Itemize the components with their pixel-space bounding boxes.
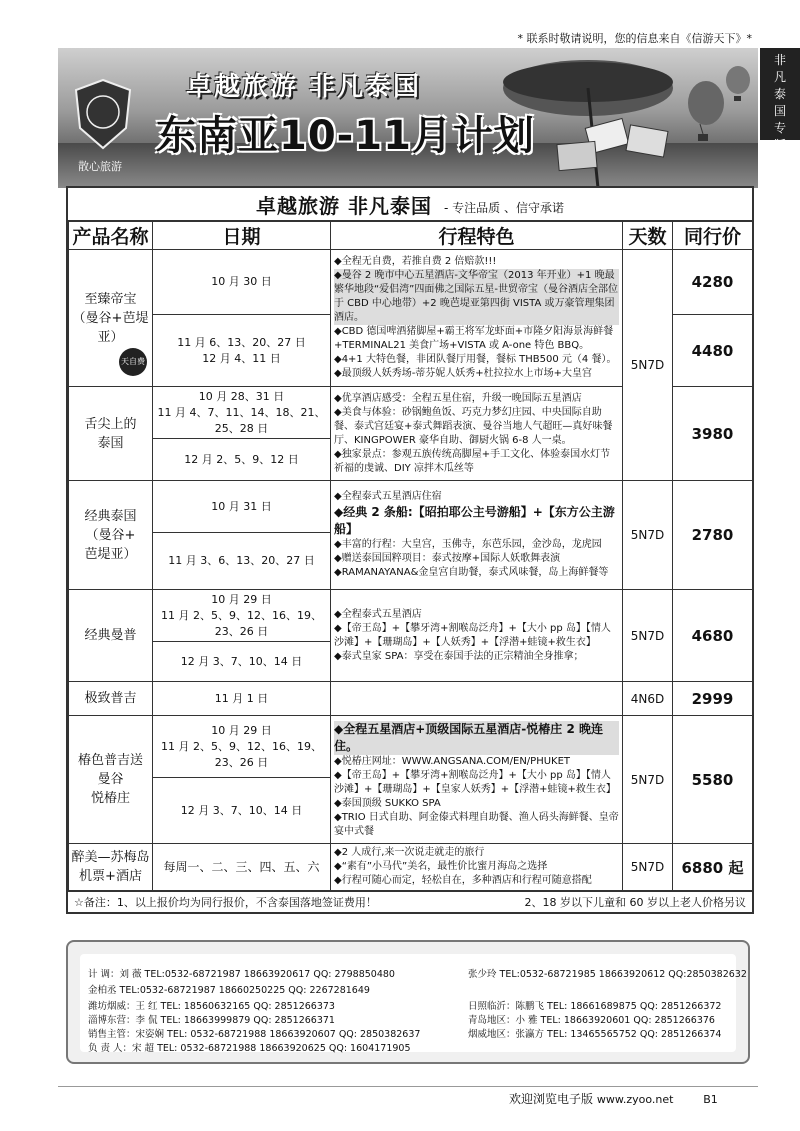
date-cell: 11 月 1 日 (153, 682, 331, 716)
product-name: 经典泰国 （曼谷+ 芭堤亚） (69, 481, 153, 590)
features-cell: ◆优享酒店感受：全程五星住宿，升级一晚国际五星酒店 ◆美食与体验：砂锅鲍鱼饭、巧克力梦幻庄园、中央国际自助餐、泰式宫廷宴+泰式舞蹈表演、曼谷当地人气超旺—真好味餐厅、KINGPOWER 豪华自助、御厨火锅 6-8 人一桌。 ◆独家景点：参观五族传统高脚屋+手工文化、体验泰国水灯节祈福的虔诚、DIY 凉拌木瓜丝等 (331, 387, 623, 481)
no-self-pay-badge: 天自费 (119, 348, 147, 376)
features-cell (331, 682, 623, 716)
price-cell: 6880 起 (673, 844, 753, 891)
panel-title-main: 卓越旅游 非凡泰国 (256, 193, 432, 218)
umbrella-balloon-illustration (498, 48, 758, 188)
contact-line: 销售主管：宋姿娴 TEL: 0532-68721988 18663920607 QQ: 2850382637 (88, 1029, 421, 1040)
table-row (69, 844, 753, 891)
date-cell: 12 月 3、7、10、14 日 (153, 642, 331, 682)
contact-line: 负 责 人：宋 超 TEL: 0532-68721988 18663920625 QQ: 1604171905 (88, 1043, 411, 1054)
company-logo (72, 78, 134, 150)
banner-slogan: 卓越旅游 非凡泰国 (186, 72, 422, 102)
contact-line: 日照临沂：陈鹏飞 TEL: 18661689875 QQ: 2851266372 (468, 1001, 722, 1012)
date-cell: 12 月 3、7、10、14 日 (153, 778, 331, 844)
banner-headline: 东南亚10-11月计划 (156, 113, 535, 159)
date-cell: 10 月 29 日 11 月 2、5、9、12、16、19、23、26 日 (153, 590, 331, 642)
footer-site: www.zyoo.net (596, 1093, 674, 1106)
features-cell: ◆全程泰式五星酒店住宿 ◆经典 2 条船:【昭拍耶公主号游船】+【东方公主游船】 ◆丰富的行程：大皇宫，玉佛寺，东芭乐园，金沙岛，龙虎园 ◆赠送泰国国粹项目：泰式按摩+国际人妖歌舞表演 ◆RAMANAYANA&金皇宫自助餐，泰式风味餐，岛上海鲜餐等 (331, 481, 623, 590)
features-cell: ◆全程泰式五星酒店 ◆【帝王岛】+【攀牙湾+割喉岛泛舟】+【大小 pp 岛】【情人沙滩】+【珊瑚岛】+【人妖秀】+【浮潜+蛙镜+救生衣】 ◆泰式皇家 SPA：享受在泰国手法的正宗精油全身推拿； (331, 590, 623, 682)
contact-box (66, 940, 750, 1064)
date-cell: 每周一、二、三、四、五、六 (153, 844, 331, 891)
days-cell: 5N7D (623, 844, 673, 891)
contact-line: 青岛地区：小 雅 TEL: 18663920601 QQ: 2851266376 (468, 1015, 715, 1026)
features-cell: ◆2 人成行,来一次说走就走的旅行 ◆“素有”小马代”美名，最性价比蜜月海岛之选择 ◆行程可随心而定，轻松自在，多种酒店和行程可随意搭配 (331, 844, 623, 891)
header-features: 行程特色 (331, 222, 623, 250)
date-cell: 11 月 6、13、20、27 日 12 月 4、11 日 (153, 315, 331, 387)
date-cell: 10 月 31 日 (153, 481, 331, 533)
itinerary-panel (66, 186, 754, 914)
price-cell: 4480 (673, 315, 753, 387)
days-cell: 5N7D (623, 250, 673, 481)
product-name: 极致普吉 (69, 682, 153, 716)
contact-line: 淄博东营：李 侃 TEL: 18663999879 QQ: 2851266371 (88, 1015, 335, 1026)
header-price: 同行价 (673, 222, 753, 250)
panel-title-sub: - 专注品质 、信守承诺 (444, 200, 564, 215)
top-note: * 联系时敬请说明，您的信息来自《信游天下》* (517, 32, 752, 45)
product-name: 椿色普吉送 曼谷 悦椿庄 (69, 716, 153, 844)
product-name: 舌尖上的 泰国 (69, 387, 153, 481)
price-cell: 4680 (673, 590, 753, 682)
remark-right: 2、18 岁以下儿童和 60 岁以上老人价格另议 (524, 896, 746, 909)
features-cell: ◆全程无自费，若推自费 2 倍赔款!!! ◆曼谷 2 晚市中心五星酒店-文华帝宝（2013 年开业）+1 晚最繁华地段“爱侣湾”四面佛之国际五星-世贸帝宝（曼谷酒店全部位于 CBD 中心地带）+2 晚芭堤亚第四街 VISTA 或万豪管理集团酒店。 ◆CBD 德国啤酒猪脚屋+霸王将军龙虾面+市隆夕阳海景海鲜餐+TERMINAL21 美食广场+VISTA 或 A-one 特色 BBQ。 ◆4+1 大特色餐，非团队餐厅用餐，餐标 THB500 元（4 餐）。 ◆最顶级人妖秀场-蒂芬妮人妖秀+杜拉拉水上市场+大皇宫 (331, 250, 623, 387)
remarks (68, 891, 752, 912)
remark-left: ☆备注：1、以上报价均为同行报价，不含泰国落地签证费用！ (74, 896, 377, 909)
date-cell: 10 月 29 日 11 月 2、5、9、12、16、19、23、26 日 (153, 716, 331, 778)
banner (58, 48, 758, 188)
price-cell: 2780 (673, 481, 753, 590)
header-days: 天数 (623, 222, 673, 250)
side-tab: 非 凡 泰 国 专 版 (760, 48, 800, 140)
table-row (69, 716, 753, 778)
product-name: 醉美—苏梅岛 机票+酒店 (69, 844, 153, 891)
product-name: 经典曼普 (69, 590, 153, 682)
contact-line: 潍坊烟威：王 红 TEL: 18560632165 QQ: 2851266373 (88, 1001, 335, 1012)
footer-text: 欢迎浏览电子版 (509, 1092, 594, 1106)
contact-line: 计 调：刘 薇 TEL:0532-68721987 18663920617 QQ: 2798850480 (88, 969, 395, 980)
itinerary-table (68, 221, 753, 891)
table-row (69, 250, 753, 315)
price-cell: 5580 (673, 716, 753, 844)
contact-line: 张少玲 TEL:0532-68721985 18663920612 QQ:2850382632 (468, 969, 747, 980)
features-cell: ◆全程五星酒店+顶级国际五星酒店-悦椿庄 2 晚连住。 ◆悦椿庄网址：WWW.ANGSANA.COM/EN/PHUKET ◆【帝王岛】+【攀牙湾+割喉岛泛舟】+【大小 pp 岛】【情人沙滩】+【珊瑚岛】+【皇家人妖秀】+【浮潜+蛙镜+救生衣】 ◆泰国顶级 SUKKO SPA ◆TRIO 日式自助、阿金傣式料理自助餐、渔人码头海鲜餐、皇帝宴中式餐 (331, 716, 623, 844)
header-date: 日期 (153, 222, 331, 250)
panel-title (68, 188, 752, 221)
contact-line: 金柏丞 TEL:0532-68721987 18660250225 QQ: 2267281649 (88, 985, 370, 996)
date-cell: 10 月 30 日 (153, 250, 331, 315)
contact-line: 烟威地区：张瀛方 TEL: 13465565752 QQ: 2851266374 (468, 1029, 722, 1040)
product-name: 至臻帝宝 （曼谷+芭堤亚） 天自费 (69, 250, 153, 387)
table-header-row (69, 222, 753, 250)
table-row (69, 682, 753, 716)
page-number: B1 (703, 1093, 718, 1106)
days-cell: 4N6D (623, 682, 673, 716)
date-cell: 11 月 3、6、13、20、27 日 (153, 533, 331, 590)
logo-text: 散心旅游 (78, 160, 122, 173)
price-cell: 3980 (673, 387, 753, 481)
header-product: 产品名称 (69, 222, 153, 250)
footer-divider (58, 1086, 758, 1087)
days-cell: 5N7D (623, 590, 673, 682)
footer (509, 1090, 718, 1107)
date-cell: 12 月 2、5、9、12 日 (153, 439, 331, 481)
days-cell: 5N7D (623, 481, 673, 590)
table-row (69, 481, 753, 533)
price-cell: 2999 (673, 682, 753, 716)
price-cell: 4280 (673, 250, 753, 315)
days-cell: 5N7D (623, 716, 673, 844)
table-row (69, 590, 753, 642)
date-cell: 10 月 28、31 日 11 月 4、7、11、14、18、21、25、28 日 (153, 387, 331, 439)
